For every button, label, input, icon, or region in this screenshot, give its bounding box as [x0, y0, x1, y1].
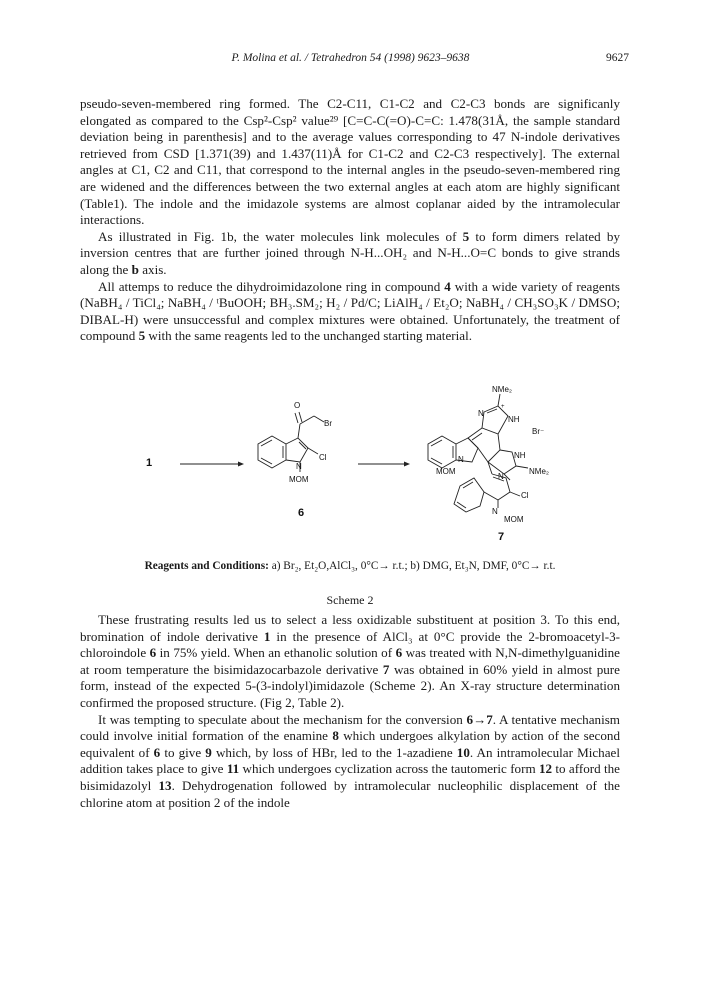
atom-MOM: MOM — [289, 475, 309, 484]
running-title: P. Molina et al. / Tetrahedron 54 (1998) 9623–9638 — [231, 52, 470, 64]
reagents-heading: Reagents and Conditions: — [144, 560, 269, 572]
atom-N-right: N — [498, 472, 504, 481]
paragraph-4: These frustrating results led us to select a less oxidizable substituent at position 3. To this end, bromination of indole derivative 1 in the presence of AlCl₃ at 0°C provide the 2-bromoacetyl-3-chloroindole 6 in 75% yield. When an ethanolic solution of 6 was treated with N,N-dimethylguanidine at room temperature the bisimidazocarbazole derivative 7 was obtained in 60% yield in almost pure form, instead of the expected 5-(3-indolyl)imidazole (Scheme 2). An X-ray structure determination confirmed the proposed structure. (Fig 2, Table 2). — [80, 612, 620, 710]
reaction-arrow-a — [180, 462, 244, 467]
atom-plus: + — [501, 404, 505, 410]
paragraph-5: It was tempting to speculate about the mechanism for the conversion 6→7. A tentative mechanism could involve initial formation of the enamine 8 which undergoes alkylation by action of the second equivalent of 6 to give 9 which, by loss of HBr, led to the 1-azadiene 10. An intramolecular Michael addition takes place to give 11 which undergoes cyclization across the tautomeric form 12 to afford the bisimidazolyl 13. Dehydrogenation followed by intramolecular nucleophilic displacement of the chlorine atom at position 2 of the indole — [80, 711, 621, 810]
compound-7-label: 7 — [498, 531, 505, 543]
atom-NMe2-right: NMe₂ — [529, 467, 549, 476]
start-compound-label: 1 — [146, 457, 153, 469]
atom-N-top: N — [478, 409, 484, 418]
page-number: 9627 — [606, 52, 629, 64]
atom-Cl-7: Cl — [521, 491, 529, 500]
running-header — [0, 52, 701, 68]
reagents-text: a) Br₂, Et₂O,AlCl₃, 0°C→ r.t.; b) DMG, Et₃N, DMF, 0°C→ r.t. — [268, 560, 556, 572]
scheme-2-figure — [80, 382, 620, 552]
paragraph-3: All attemps to reduce the dihydroimidazolone ring in compound 4 with a wide variety of reagents (NaBH₄ / TiCl₄; NaBH₄ / ᵗBuOOH; BH₃.SM₂; H₂ / Pd/C; LiAlH₄ / Et₂O; NaBH₄ / CH₃SO₃K / DMSO; DIBAL-H) were unsuccessful and complex mixtures were obtained. Unfortunately, the treatment of compound 5 with the same reagents led to the unchanged starting material. — [80, 278, 620, 344]
atom-Br: Br — [324, 419, 332, 428]
body-text-bottom — [80, 612, 620, 811]
atom-NMe2-top: NMe₂ — [492, 385, 512, 394]
reagents-and-conditions — [80, 560, 620, 572]
compound-6-structure — [258, 412, 324, 472]
atom-N-lower: N — [492, 507, 498, 516]
atom-N: N — [296, 462, 302, 471]
atom-Cl: Cl — [319, 453, 327, 462]
atom-Br-ion: Br⁻ — [532, 427, 545, 436]
body-text-top — [80, 96, 620, 345]
reaction-scheme-svg — [80, 382, 620, 552]
paragraph-2: As illustrated in Fig. 1b, the water molecules link molecules of 5 to form dimers related by inversion centres that are further joined through N-H...OH₂ and N-H...O=C bonds to give strands along the b axis. — [80, 228, 620, 277]
atom-NH-right: NH — [514, 451, 526, 460]
compound-6-label: 6 — [298, 507, 305, 519]
atom-NH-top: NH — [508, 415, 520, 424]
scheme-caption: Scheme 2 — [326, 593, 374, 607]
reaction-arrow-b — [358, 462, 410, 467]
atom-N-indole: N — [458, 455, 464, 464]
paragraph-1: pseudo-seven-membered ring formed. The C2-C11, C1-C2 and C2-C3 bonds are significanly elongated as compared to the Csp²-Csp² value²⁹ [C=C-C(=O)-C=C: 1.478(31Å, the sample standard deviation being in parenthesis] and to the average values corresponding to 47 N-indole derivatives retrieved from CSD [1.371(39) and 1.437(11)Å for C1-C2 and C2-C3 respectively]. The external angles at C1, C2 and C11, that correspond to the internal angles in the pseudo-seven-membered ring are widened and the differences between the two external angles at each atom are highly significant (Table1). The indole and the imidazole systems are almost coplanar aided by the intramolecular interactions. — [80, 96, 620, 228]
atom-MOM-lower: MOM — [504, 515, 524, 524]
atom-MOM-left: MOM — [436, 467, 456, 476]
atom-O: O — [294, 401, 301, 410]
